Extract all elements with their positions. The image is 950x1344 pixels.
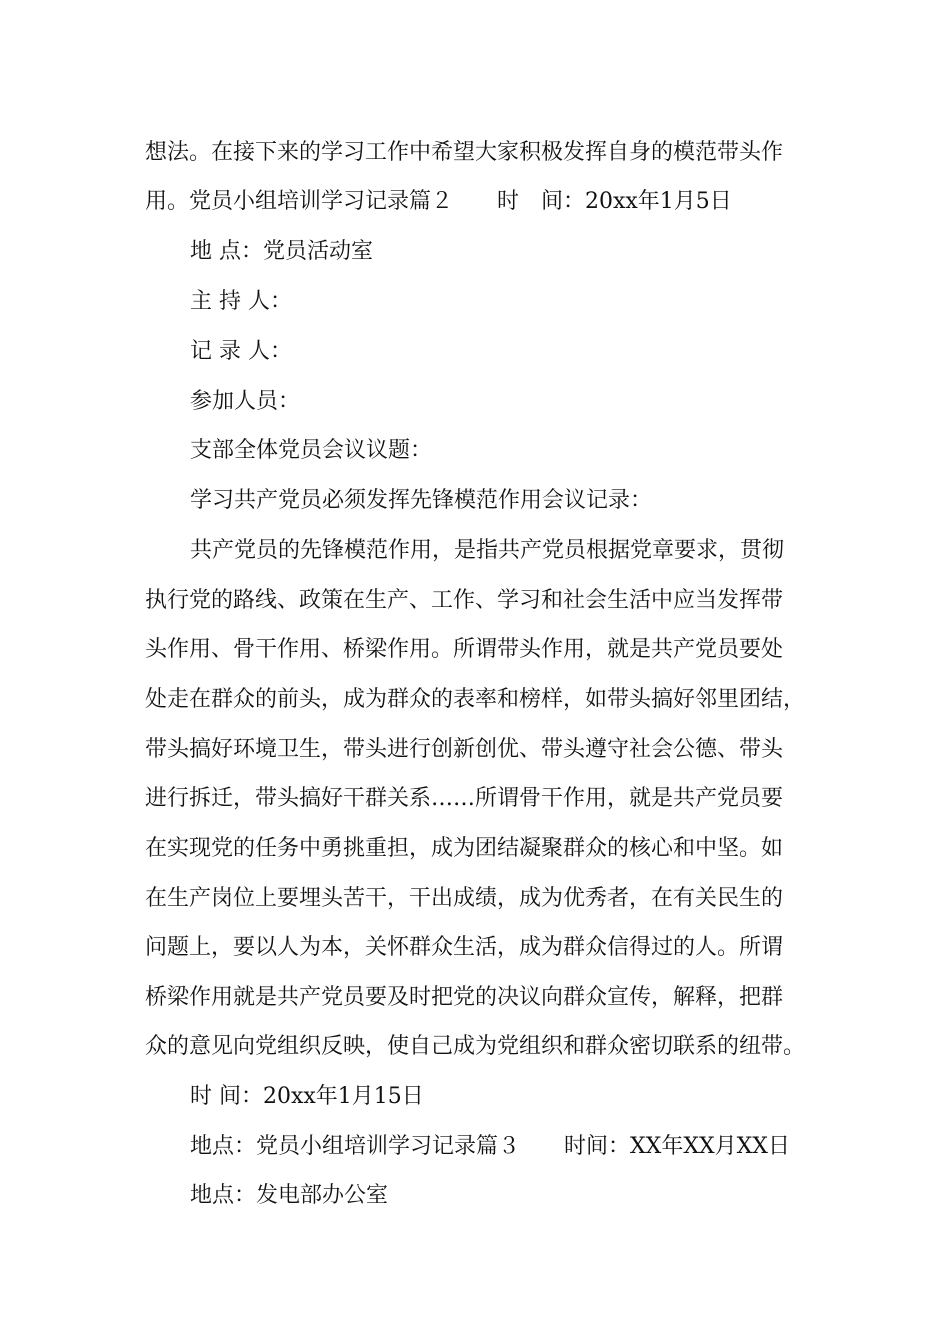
text-line-2: 用。党员小组培训学习记录篇２ 时 间：20xx年1月5日 xyxy=(145,189,732,214)
recorder-line: 记 录 人： xyxy=(190,339,292,364)
paragraph-line-9: 问题上，要以人为本，关怀群众生活，成为群众信得过的人。所谓 xyxy=(145,935,784,960)
agenda-line: 支部全体党员会议议题： xyxy=(190,438,433,463)
paragraph-line-2: 执行党的路线、政策在生产、工作、学习和社会生活中应当发挥带 xyxy=(145,588,784,613)
paragraph-line-6: 进行拆迁，带头搞好干群关系……所谓骨干作用，就是共产党员要 xyxy=(145,786,784,811)
host-line: 主 持 人： xyxy=(190,289,292,314)
meeting-record-heading: 学习共产党员必须发挥先锋模范作用会议记录： xyxy=(190,488,653,513)
paragraph-line-11: 众的意见向党组织反映，使自己成为党组织和群众密切联系的纽带。 xyxy=(145,1034,806,1059)
location-and-heading-line: 地点：党员小组培训学习记录篇３ 时间：XX年XX月XX日 xyxy=(190,1134,790,1159)
paragraph-line-1: 共产党员的先锋模范作用，是指共产党员根据党章要求，贯彻 xyxy=(190,538,785,563)
text-line-1: 想法。在接下来的学习工作中希望大家积极发挥自身的模范带头作 xyxy=(145,140,784,165)
paragraph-line-8: 在生产岗位上要埋头苦干，干出成绩，成为优秀者，在有关民生的 xyxy=(145,886,784,911)
attendees-line: 参加人员： xyxy=(190,389,301,414)
paragraph-line-3: 头作用、骨干作用、桥梁作用。所谓带头作用，就是共产党员要处 xyxy=(145,637,784,662)
office-location-line: 地点：发电部办公室 xyxy=(190,1183,389,1208)
paragraph-line-4: 处走在群众的前头，成为群众的表率和榜样，如带头搞好邻里团结， xyxy=(145,687,806,712)
paragraph-line-7: 在实现党的任务中勇挑重担，成为团结凝聚群众的核心和中坚。如 xyxy=(145,836,784,861)
meeting-location-line: 地 点：党员活动室 xyxy=(190,239,373,264)
paragraph-line-5: 带头搞好环境卫生，带头进行创新创优、带头遵守社会公德、带头 xyxy=(145,737,784,762)
paragraph-line-10: 桥梁作用就是共产党员要及时把党的决议向群众宣传，解释，把群 xyxy=(145,985,784,1010)
time-line: 时 间：20xx年1月15日 xyxy=(190,1084,424,1109)
